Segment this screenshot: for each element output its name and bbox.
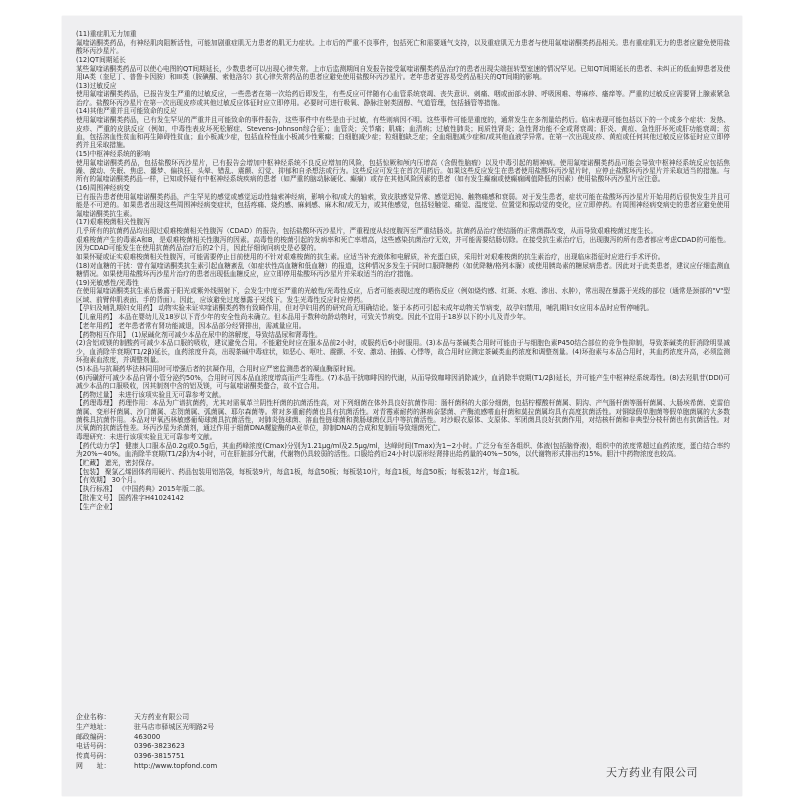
paragraph: 【贮藏】 遮光，密封保存。 — [76, 458, 159, 467]
manufacturer-row — [76, 762, 217, 772]
paragraph: 使用氟喹诺酮类药品，包括盐酸环丙沙星片，已有报告会增加中枢神经系统不良反应增加的风险，包括惊厥和颅内压增高（含假性脑瘤）以及中毒引起的精神病。使用氟喹诺酮类药品可能会导致中枢神经系统反应包括焦躁、激动、失眠、焦虑、噩梦、偏执狂、头晕、错乱、震颤、幻觉、抑郁和自杀想法或行为。这些反应可发生在首次用药后。如果这些反应发生在患者使用盐酸环丙沙星片时，应停止盐酸环丙沙星片并采取适当的措施。与所有的氟喹诺酮类药品一样，已知或怀疑有中枢神经系统疾病的患者（如严重的脑动脉硬化、癫痫）或存在其他风险因素的患者（如有发生癫痫或使癫痫阈值降低的因素）使用盐酸环丙沙星片应注意。 — [76, 158, 730, 184]
manufacturer-row — [76, 713, 217, 723]
paragraph: 某些氟喹诺酮类药品可以使心电图的QT间期延长，少数患者可以出现心律失常。上市后监测期间自发报告接受氟喹诺酮类药品治疗的患者出现尖端扭转型室速的情况罕见。已知QT间期延长的患者、未纠正的低血钾患者及使用IA类（奎尼丁、普鲁卡因胺）和III类（胺碘酮、索他洛尔）抗心律失常药品的患者应避免使用盐酸环丙沙星片。老年患者更容易受药品相关的QT间期的影响。 — [76, 64, 731, 81]
manufacturer-value: 驻马店市驿城区光明路2号 — [134, 722, 215, 731]
manufacturer-key: 传真号码： — [76, 752, 111, 761]
paragraph: 【儿童用药】 本品在婴幼儿及18岁以下青少年的安全性尚未确立。但本品用于数种幼龄动物时，可致关节病变。因此不宜用于18岁以下的小儿及青少年。 — [76, 313, 530, 322]
manufacturer-key: 企业名称： — [76, 713, 111, 721]
paragraph: (13)过敏反应 — [76, 81, 117, 90]
paragraph: (17)艰难梭菌相关性腹泻 — [76, 218, 150, 227]
paragraph: (5)本品与抗凝药华法林同用时可增强后者的抗凝作用，合用时应严密监测患者的凝血酶原时间。 — [76, 364, 360, 373]
paragraph: 如果怀疑或证实艰难梭菌相关性腹泻，可能需要停止目前使用的不针对艰难梭菌的抗生素。应适当补充液体和电解质，补充蛋白质，采用针对艰难梭菌的抗生素治疗，出现临床指征时应进行手术评价。 — [76, 252, 665, 261]
manufacturer-value: 天方药业有限公司 — [134, 713, 190, 721]
paragraph: 【包装】 聚氯乙烯固体药用硬片、药品包装用铝箔袋，每板装9片，每盒1板，每盒50板；每板装10片，每盒1板，每盒50板；每板装12片，每盒1板。 — [76, 467, 524, 476]
paragraph: 使用氟喹诺酮类药品，已有发生罕见的严重并且可能致命的事件报告，这些事件中有些是由于过敏，有些则病因不明。这些事件可能是重度的，通常发生在多剂量给药后。临床表现可能包括以下的一个或多个症状：发热、皮疹、严重的皮肤反应（例如，中毒性表皮坏死松解症、Stevens-Johnson综合征）；血管炎；关节痛；肌痛；血清病；过敏性肺炎；间质性肾炎；急性肾功能不全或肾衰竭；肝炎、黄疸、急性肝坏死或肝功能衰竭；贫血，包括溶血性贫血和再生障碍性贫血；血小板减少症，包括血栓性血小板减少性紫癜；白细胞减少症；粒细胞缺乏症；全血细胞减少症和/或其他血液学异常。在第一次出现皮疹、黄疸或任何其他过敏反应体征时应立即停药并且采取措施。 — [76, 116, 730, 150]
paragraph: 使用氟喹诺酮类药品，已报告发生严重的过敏反应，一些患者在第一次给药后即发生，有些反应可伴随有心血管系统衰竭、丧失意识、刺痛、咽或面部水肿、呼吸困难、荨麻疹、瘙痒等。严重的过敏反应需要肾上腺素紧急治疗。盐酸环丙沙星片在第一次出现皮疹或其他过敏反应体征时应立即停用。必要时可进行吸氧、静脉注射类固醇、气道管理，包括插管等措施。 — [76, 90, 730, 107]
paragraph: 在使用氟喹诺酮类抗生素后暴露于阳光或紫外线照射下，会发生中度至严重的光敏性/光毒性反应，后者可能表现过度的晒伤反应（例如烧灼感、红斑、水疱、渗出、水肿），常出现在暴露于光线的部位（通常是颈部的"V"型区域、前臂伸肌表面、手的背面）。因此，应该避免过度暴露于光线下。发生光毒性反应时应停药。 — [76, 287, 730, 304]
paragraph: 【老年用药】 老年患者常有肾功能减退，因本品部分经肾排出，需减量应用。 — [76, 321, 306, 330]
paragraph: 【药代动力学】 健康人口服本品0.2g或0.5g后，其血药峰浓度(Cmax)分别为1.21μg/ml及2.5μg/ml，达峰时间(Tmax)为1~2小时。广泛分布至各组织、体液(包括脑脊液)，组织中的浓度常超过血药浓度，蛋白结合率约为20%~40%。血消除半衰期(T1/2β)为4小时，可在肝脏部分代谢，代谢物仍具较弱的活性。口服给药后24小时以原形经肾排出给药量的40%~50%，以代谢物形式排出约15%。胆汁中药物浓度也较高。 — [76, 441, 730, 459]
paragraph: (16)周围神经病变 — [76, 184, 130, 193]
manufacturer-row — [76, 733, 217, 743]
paragraph: 【孕妇及哺乳期妇女用药】 动物实验未证实喹诺酮类药物有致畸作用，但对孕妇用药的研究尚无明确结论。鉴于本药可引起未成年动物关节病变，故孕妇禁用，哺乳期妇女应用本品时应暂停哺乳。 — [76, 304, 654, 313]
leaflet-sheet — [62, 16, 742, 796]
paragraph: 【药物过量】 未进行该项实验且无可靠参考文献。 — [76, 390, 226, 399]
manufacturer-key: 生产地址： — [76, 722, 111, 731]
paragraph: 氟喹诺酮类药品，有神经肌肉阻断活性，可能加剧重症肌无力患者的肌无力症状。上市后的严重不良事件，包括死亡和需要通气支持，以及重症肌无力患者与使用氟喹诺酮类药品相关。患有重症肌无力的患者应避免使用盐酸环丙沙星片。 — [76, 38, 730, 56]
paragraph: (14)其他严重并且可能致命的反应 — [76, 107, 177, 116]
manufacturer-row — [76, 723, 217, 733]
paragraph: (6)丙磺舒可减少本品自肾小管分泌约50%，合用时可因本品血浓度增高而产生毒性。(7)本品干扰咖啡因的代谢，从而导致咖啡因消除减少，血消除半衰期(T1/2β)延长，并可能产生中枢神经系统毒性。(8)去羟肌苷(DDI)可减少本品的口服吸收，因其制剂中含的铝及镁，可与氟喹诺酮类螯合，故不宜合用。 — [76, 373, 730, 390]
paragraph: 【执行标准】 《中国药典》2015年版二部。 — [76, 485, 209, 494]
footer-company: 天方药业有限公司 — [606, 766, 698, 779]
manufacturer-key: 网 址： — [76, 761, 111, 770]
manufacturer-value: http://www.topfond.com — [134, 761, 218, 770]
paragraph: 【有效期】 30个月。 — [76, 476, 141, 485]
manufacturer-value: 0396-3815751 — [134, 752, 185, 761]
manufacturer-value: 0396-3823623 — [134, 742, 185, 751]
paragraph: 【药物相互作用】 (1)尿碱化剂可减少本品在尿中的溶解度，导致结晶尿和肾毒性。 — [76, 330, 322, 339]
leaflet-text — [76, 30, 730, 511]
manufacturer-key: 电话号码： — [76, 742, 111, 751]
paragraph: 【批准文号】 国药准字H41024142 — [76, 493, 185, 502]
paragraph: 毒理研究：未进行该项实验且无可靠参考文献。 — [76, 433, 217, 442]
manufacturer-row — [76, 752, 217, 762]
paragraph: (2)含铝或镁的制酸药可减少本品口服的吸收，建议避免合用。不能避免时应在服本品前2小时，或服药后6小时服用。(3)本品与茶碱类合用时可能由于与细胞色素P450结合部位的竞争性抑制，导致茶碱类的肝消除明显减少，血消除半衰期(T1/2β)延长，血药浓度升高，出现茶碱中毒症状，如恶心、呕吐、震颤、不安、激动、抽搐、心悸等，故合用时应测定茶碱类血药浓度和调整剂量。(4)环孢素与本品合用时，其血药浓度升高，必须监测环孢素血浓度，并调整剂量。 — [76, 339, 730, 365]
paragraph: 几乎所有的抗菌药品均出现过艰难梭菌相关性腹泻（CDAD）的报告，包括盐酸环丙沙星片，严重程度从轻度腹泻至严重结肠炎。抗菌药品治疗使结肠的正常菌群改变，从而导致艰难梭菌过度生长。 — [76, 226, 658, 235]
manufacturer-value: 463000 — [134, 732, 161, 741]
paragraph: (15)中枢神经系统的影响 — [76, 149, 150, 158]
paragraph: 【药理毒理】 药理作用：本品为广谱抗菌药，尤其对需氧革兰阴性杆菌的抗菌活性高，对下列细菌在体外具良好抗菌作用：肠杆菌科的大部分细菌，包括柠檬酸杆菌属、阴沟、产气肠杆菌等肠杆菌属、大肠埃希菌、克雷伯菌属、变形杆菌属、沙门菌属、志贺菌属、弧菌属、耶尔森菌等。常对多重耐药菌也具有抗菌活性。对青霉素耐药的淋病奈瑟菌、产酶流感嗜血杆菌和莫拉菌属均具有高度抗菌活性。对铜绿假单胞菌等假单胞菌属的大多数菌株具抗菌作用。本品对甲氧西林敏感葡萄球菌具抗菌活性，对肺炎链球菌、溶血性链球菌和粪肠球菌仅具中等抗菌活性。对沙眼衣原体、支原体、军团菌具良好抗菌作用，对结核杆菌和非典型分枝杆菌也有抗菌活性。对厌氧菌的抗菌活性差。环丙沙星为杀菌剂，通过作用于细菌DNA螺旋酶的A亚单位，抑制DNA的合成和复制而导致细菌死亡。 — [76, 399, 730, 433]
paragraph: (18)对血糖的干扰：曾有氟喹诺酮类抗生素引起血糖紊乱（如症状性高血糖和低血糖）的报道，这种情况多发生于同时口服降糖药（如优降糖/格列本脲）或使用胰岛素的糖尿病患者。因此对于此类患者，建议应仔细监测血糖情况。如果使用盐酸环丙沙星片治疗的患者出现低血糖反应，应立即停用盐酸环丙沙星片并采取适当的治疗措施。 — [76, 261, 730, 278]
paragraph: 艰难梭菌产生的毒素A和B，是艰难梭菌相关性腹泻的因素。高毒性的梭菌引起的发病率和死亡率增高，这些感染抗菌治疗无效，并可能需要结肠切除。在接受抗生素治疗后，出现腹泻的所有患者都应考虑CDAD的可能性。因为CDAD可能发生在使用抗菌药品治疗后的2个月，因此仔细询问病史是必要的。 — [76, 235, 730, 253]
paragraph: (12)QT间期延长 — [76, 55, 126, 64]
manufacturer-block — [76, 713, 217, 772]
paragraph: (11)重症肌无力加重 — [76, 30, 137, 38]
paragraph: (19)光敏感性/光毒性 — [76, 278, 139, 287]
paragraph: 已有报告患者使用氟喹诺酮类药品，产生罕见的感觉或感觉运动性轴索神经病，影响小和/或大的轴索，致皮肤感觉异常、感觉迟钝、触物痛感和衰弱。对于发生患者，症状可能在盐酸环丙沙星片开始用药后很快发生并且可能是不可逆的。如果患者出现这些周围神经病变症状，包括疼痛、烧灼感、麻刺感、麻木和/或无力，或其他感觉，包括轻触觉、痛觉、温度觉、位置觉和振动觉的变化，应立即停药。有周围神经病变病史的患者应避免使用氟喹诺酮类抗生素。 — [76, 192, 730, 218]
manufacturer-key: 邮政编码： — [76, 732, 111, 741]
paragraph: 【生产企业】 — [76, 502, 117, 511]
manufacturer-row — [76, 742, 217, 752]
